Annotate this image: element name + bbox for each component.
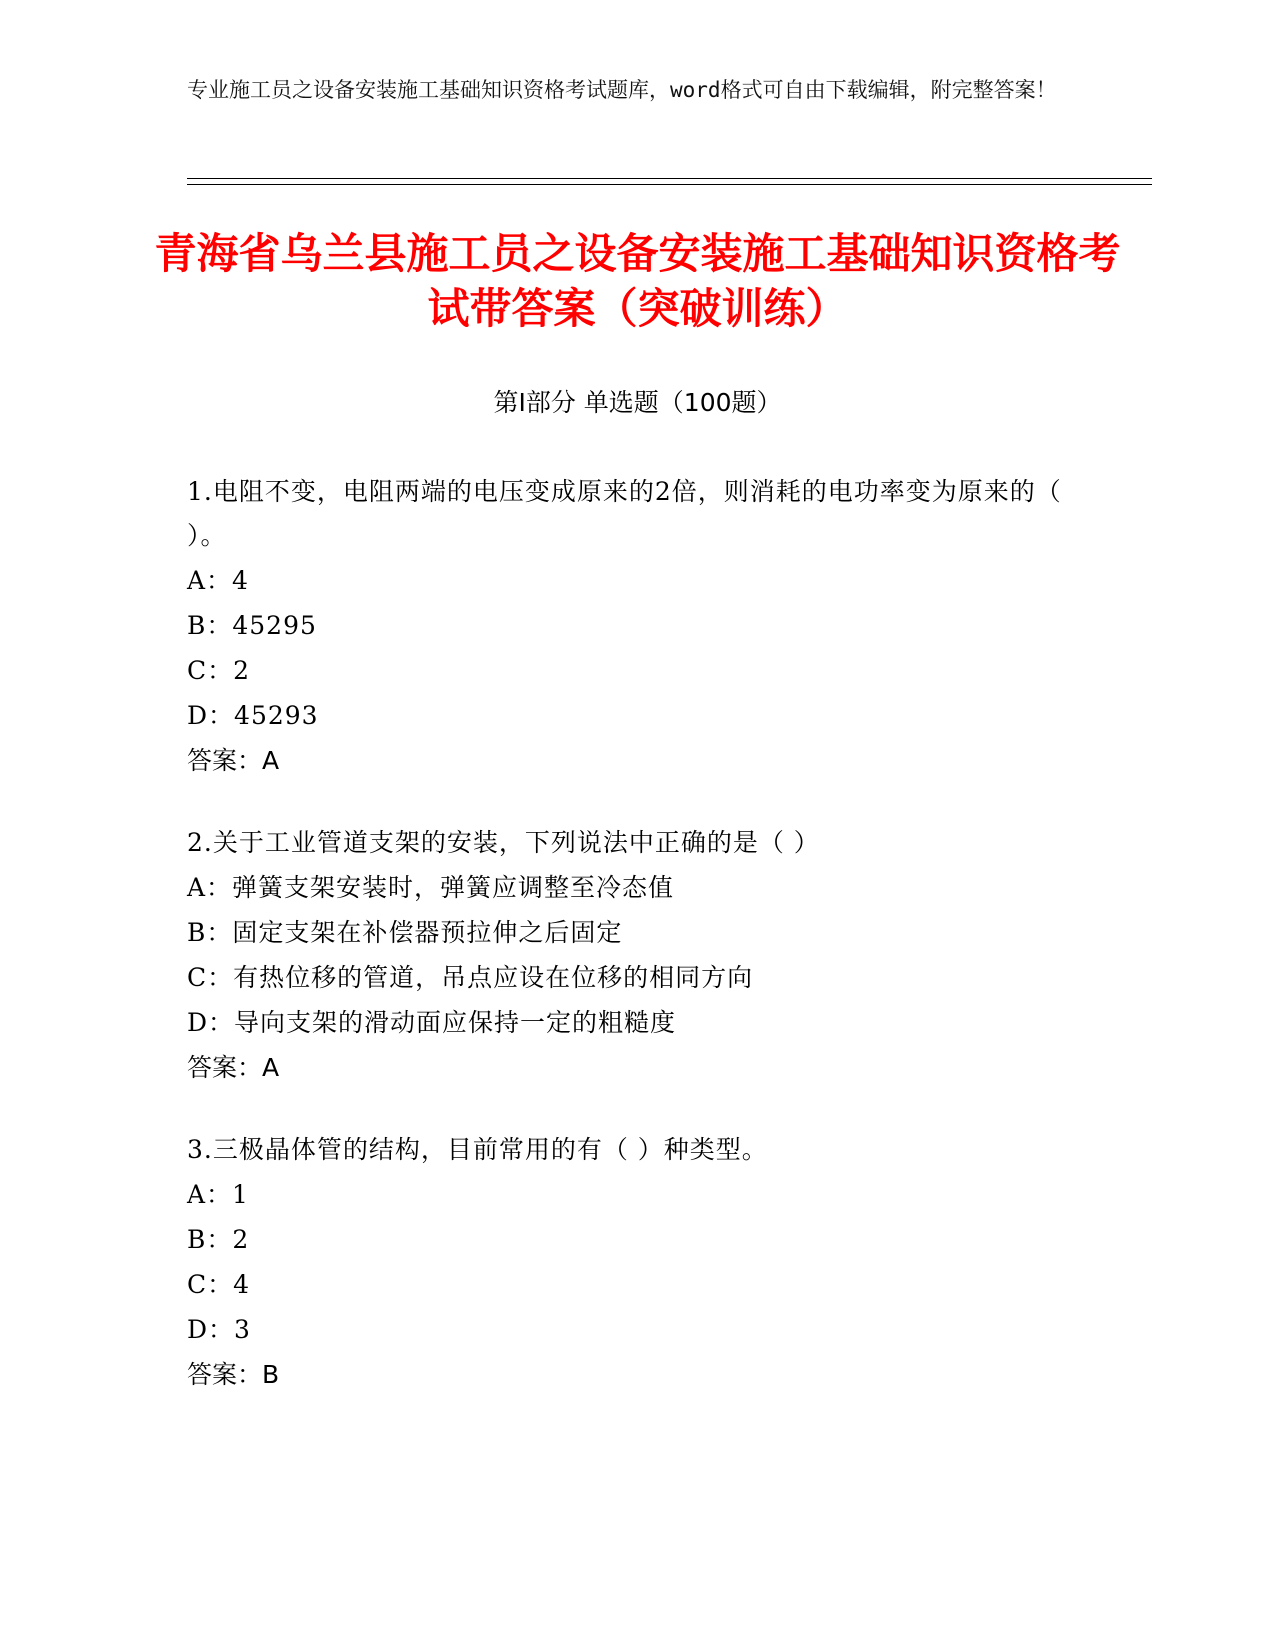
option-d: D：导向支架的滑动面应保持一定的粗糙度 — [187, 1008, 677, 1037]
option-b: B：固定支架在补偿器预拉伸之后固定 — [187, 918, 623, 947]
question-text: 2.关于工业管道支架的安装，下列说法中正确的是（ ） — [187, 828, 820, 857]
option-c: C：4 — [187, 1270, 251, 1299]
option-d: D：3 — [187, 1315, 251, 1344]
option-b: B：45295 — [187, 611, 317, 640]
header-rule-bottom — [187, 184, 1152, 185]
option-c: C：有热位移的管道，吊点应设在位移的相同方向 — [187, 963, 754, 992]
question-3 — [187, 1128, 1067, 1397]
option-b: B：2 — [187, 1225, 250, 1254]
answer: 答案：A — [187, 746, 280, 775]
document-title: 青海省乌兰县施工员之设备安装施工基础知识资格考试带答案（突破训练） — [154, 229, 1121, 333]
option-a: A：弹簧支架安装时，弹簧应调整至冷态值 — [187, 873, 675, 902]
answer: 答案：B — [187, 1360, 280, 1389]
header-note: 专业施工员之设备安装施工基础知识资格考试题库，word格式可自由下载编辑，附完整答案！ — [187, 78, 1057, 102]
option-d: D：45293 — [187, 701, 319, 730]
section-heading: 第Ⅰ部分 单选题（100题） — [493, 388, 782, 417]
question-text: 1.电阻不变，电阻两端的电压变成原来的2倍，则消耗的电功率变为原来的（ ）。 — [187, 477, 1062, 550]
option-a: A：1 — [187, 1180, 249, 1209]
option-c: C：2 — [187, 656, 251, 685]
answer: 答案：A — [187, 1053, 280, 1082]
option-a: A：4 — [187, 566, 249, 595]
question-list — [187, 470, 1067, 1435]
question-text: 3.三极晶体管的结构，目前常用的有（ ）种类型。 — [187, 1135, 768, 1164]
header-rule-top — [187, 178, 1152, 179]
question-2 — [187, 821, 1067, 1090]
question-1 — [187, 470, 1067, 783]
